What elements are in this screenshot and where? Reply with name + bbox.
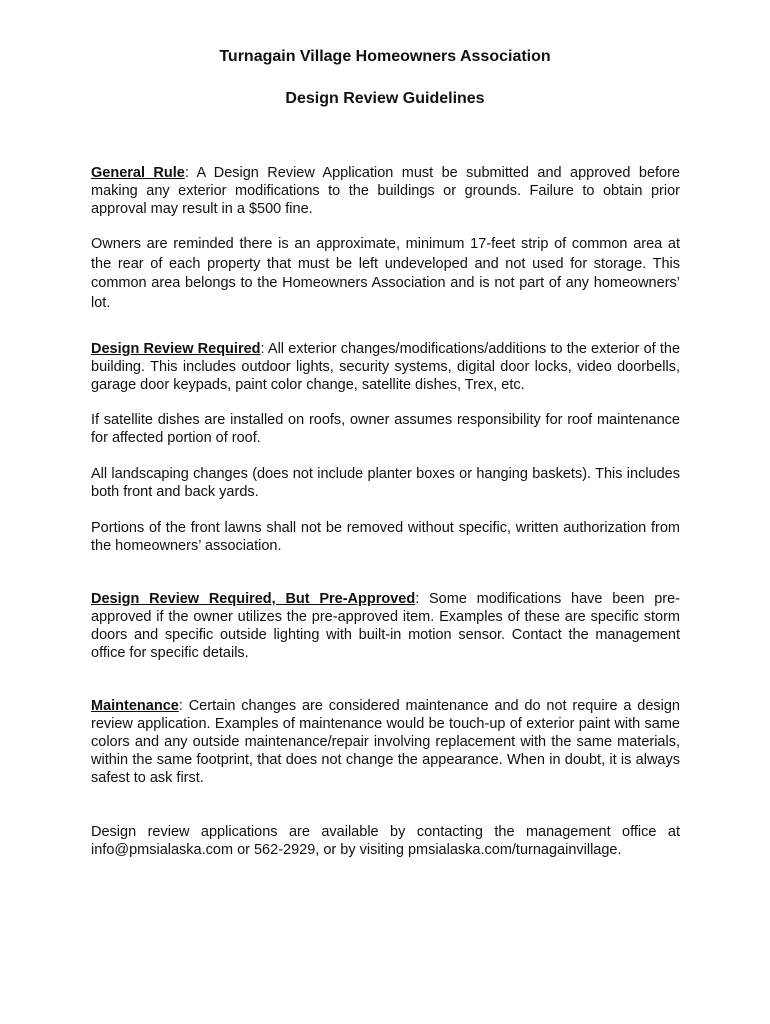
design-review-required-text: : All exterior changes/modifications/additions to the exterior of the building. This includes outdoor lights, security systems, digital door locks, video doorbells, garage door keypads, paint color change, satellite dishes, Trex, etc. bbox=[91, 341, 681, 393]
satellite-paragraph: If satellite dishes are installed on roofs, owner assumes responsibility for roof maintenance for affected portion of roof. bbox=[91, 412, 680, 446]
maintenance-text: : Certain changes are considered maintenance and do not require a design review application. Examples of maintenance would be touch-up of exterior paint with same colors and any outside maintenance/repair involving replacement with the same materials, within the same footprint, that does not change the appearance. When in doubt, it is always safest to ask first. bbox=[91, 698, 680, 786]
maintenance-paragraph bbox=[91, 697, 680, 787]
document-title: Design Review Guidelines bbox=[285, 90, 485, 107]
pre-approved-text: : Some modifications have been pre-approved if the owner utilizes the pre-approved item. Examples of these are specific storm doors and specific outside lighting with built-in motion sensor. Contact the management office for specific details. bbox=[91, 591, 681, 661]
general-rule-paragraph bbox=[91, 164, 680, 218]
maintenance-heading: Maintenance bbox=[91, 698, 179, 714]
pre-approved-paragraph bbox=[91, 590, 680, 662]
design-review-required-heading: Design Review Required bbox=[91, 341, 261, 357]
design-review-required-paragraph bbox=[91, 340, 680, 394]
lawns-paragraph: Portions of the front lawns shall not be removed without specific, written authorization from the homeowners’ association. bbox=[91, 520, 680, 554]
landscaping-paragraph: All landscaping changes (does not include planter boxes or hanging baskets). This includes both front and back yards. bbox=[91, 466, 680, 500]
contact-paragraph: Design review applications are available by contacting the management office at info@pmsialaska.com or 562-2929, or by visiting pmsialaska.com/turnagainvillage. bbox=[91, 824, 680, 858]
pre-approved-heading: Design Review Required, But Pre-Approved bbox=[91, 591, 416, 607]
general-rule-heading: General Rule bbox=[91, 165, 185, 181]
organization-title: Turnagain Village Homeowners Association bbox=[219, 48, 551, 65]
common-area-paragraph: Owners are reminded there is an approximate, minimum 17-feet strip of common area at the rear of each property that must be left undeveloped and not used for storage. This common area belongs to the Homeowners Association and is not part of any homeowners’ lot. bbox=[91, 236, 680, 311]
general-rule-text: : A Design Review Application must be submitted and approved before making any exterior modifications to the buildings or grounds. Failure to obtain prior approval may result in a $500 fine. bbox=[91, 165, 680, 217]
